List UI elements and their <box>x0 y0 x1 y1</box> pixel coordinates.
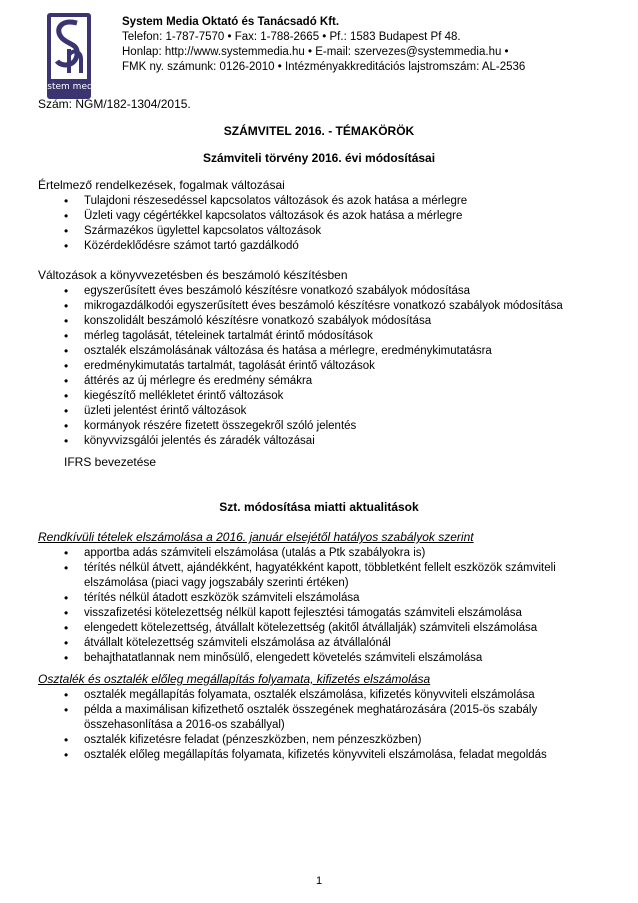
extraordinary-items-list <box>38 546 598 666</box>
company-logo <box>37 13 101 99</box>
list-item: • osztalék előleg megállapítás folyamata, kifizetés könyvviteli elszámolása, feladat megoldás <box>38 748 598 763</box>
list-item: • behajthatatlannak nem minősülő, elengedett követelés számviteli elszámolása <box>38 651 598 666</box>
contact-line-1: Telefon: 1-787-7570 • Fax: 1-788-2665 • Pf.: 1583 Budapest Pf 48. <box>122 31 461 43</box>
list-item: • térítés nélkül átvett, ajándékként, hagyatékként kapott, többletként fellelt eszközök számviteli elszámolása (piaci vagy jogszabály szerinti értéken) <box>38 561 598 591</box>
dividends-list <box>38 688 598 763</box>
page-number: 1 <box>315 875 323 887</box>
list-item: • konszolidált beszámoló készítésre vonatkozó szabályok módosítása <box>38 314 598 329</box>
list-item: • áttérés az új mérlegre és eredmény sémákra <box>38 374 598 389</box>
list-item: • kormányok részére fizetett összegekről szóló jelentés <box>38 419 598 434</box>
list-item: • Származékos ügylettel kapcsolatos változások <box>38 224 598 239</box>
list-item: • üzleti jelentést érintő változások <box>38 404 598 419</box>
contact-line-3: FMK ny. számunk: 0126-2010 • Intézményakkreditációs lajstromszám: AL-2536 <box>122 61 526 73</box>
section-heading-extraordinary-items: Rendkívüli tételek elszámolása a 2016. január elsejétől hatályos szabályok szerint <box>38 530 474 544</box>
company-name: System Media Oktató és Tanácsadó Kft. <box>122 16 340 28</box>
list-item: • könyvvizsgálói jelentés és záradék változásai <box>38 434 598 449</box>
list-item: • térítés nélkül átadott eszközök számviteli elszámolása <box>38 591 598 606</box>
section-heading-bookkeeping: Változások a könyvvezetésben és beszámoló készítésben <box>38 268 348 282</box>
subtitle-actualities: Szt. módosítása miatti aktualitások <box>219 500 419 514</box>
reference-number: Szám: NGM/182-1304/2015. <box>38 97 191 111</box>
list-item: • átvállalt kötelezettség számviteli elszámolása az átvállalónál <box>38 636 598 651</box>
list-item: • egyszerűsített éves beszámoló készítésre vonatkozó szabályok módosítása <box>38 284 598 299</box>
ifrs-introduction: IFRS bevezetése <box>64 455 157 469</box>
list-item: • apportba adás számviteli elszámolása (utalás a Ptk szabályokra is) <box>38 546 598 561</box>
subtitle-law-changes: Számviteli törvény 2016. évi módosításai <box>202 151 436 165</box>
list-item: • eredménykimutatás tartalmát, tagolását érintő változások <box>38 359 598 374</box>
letterhead <box>122 15 525 75</box>
list-item: • példa a maximálisan kifizethető osztalék összegének meghatározására (2015-ös szabály összehasonlítása a 2016-os szabállyal) <box>38 703 598 733</box>
list-item: • osztalék megállapítás folyamata, osztalék elszámolása, kifizetés könyvviteli elszámolása <box>38 688 598 703</box>
list-item: • osztalék elszámolásának változása és hatása a mérlegre, eredménykimutatásra <box>38 344 598 359</box>
list-item: • mérleg tagolását, tételeinek tartalmát érintő módosítások <box>38 329 598 344</box>
list-item: • mikrogazdálkodói egyszerűsített éves beszámoló készítésre vonatkozó szabályok módosítása <box>38 299 598 314</box>
list-item: • Közérdeklődésre számot tartó gazdálkodó <box>38 239 598 254</box>
list-item: • osztalék kifizetésre feladat (pénzeszközben, nem pénzeszközben) <box>38 733 598 748</box>
definitions-list <box>38 194 598 254</box>
list-item: • Tulajdoni részesedéssel kapcsolatos változások és azok hatása a mérlegre <box>38 194 598 209</box>
section-heading-dividends: Osztalék és osztalék előleg megállapítás folyamata, kifizetés elszámolása <box>38 672 431 686</box>
document-title: SZÁMVITEL 2016. - TÉMAKÖRÖK <box>223 124 415 138</box>
contact-line-2: Honlap: http://www.systemmedia.hu • E-mail: szervezes@systemmedia.hu • <box>122 46 509 58</box>
section-heading-definitions: Értelmező rendelkezések, fogalmak változásai <box>38 178 285 192</box>
list-item: • elengedett kötelezettség, átvállalt kötelezettség (akitől átvállalják) számviteli elszámolása <box>38 621 598 636</box>
list-item: • kiegészítő mellékletet érintő változások <box>38 389 598 404</box>
logo-text: system media <box>37 82 101 92</box>
bookkeeping-list <box>38 284 598 449</box>
list-item: • Üzleti vagy cégértékkel kapcsolatos változások és azok hatása a mérlegre <box>38 209 598 224</box>
list-item: • visszafizetési kötelezettség nélkül kapott fejlesztési támogatás számviteli elszámolása <box>38 606 598 621</box>
